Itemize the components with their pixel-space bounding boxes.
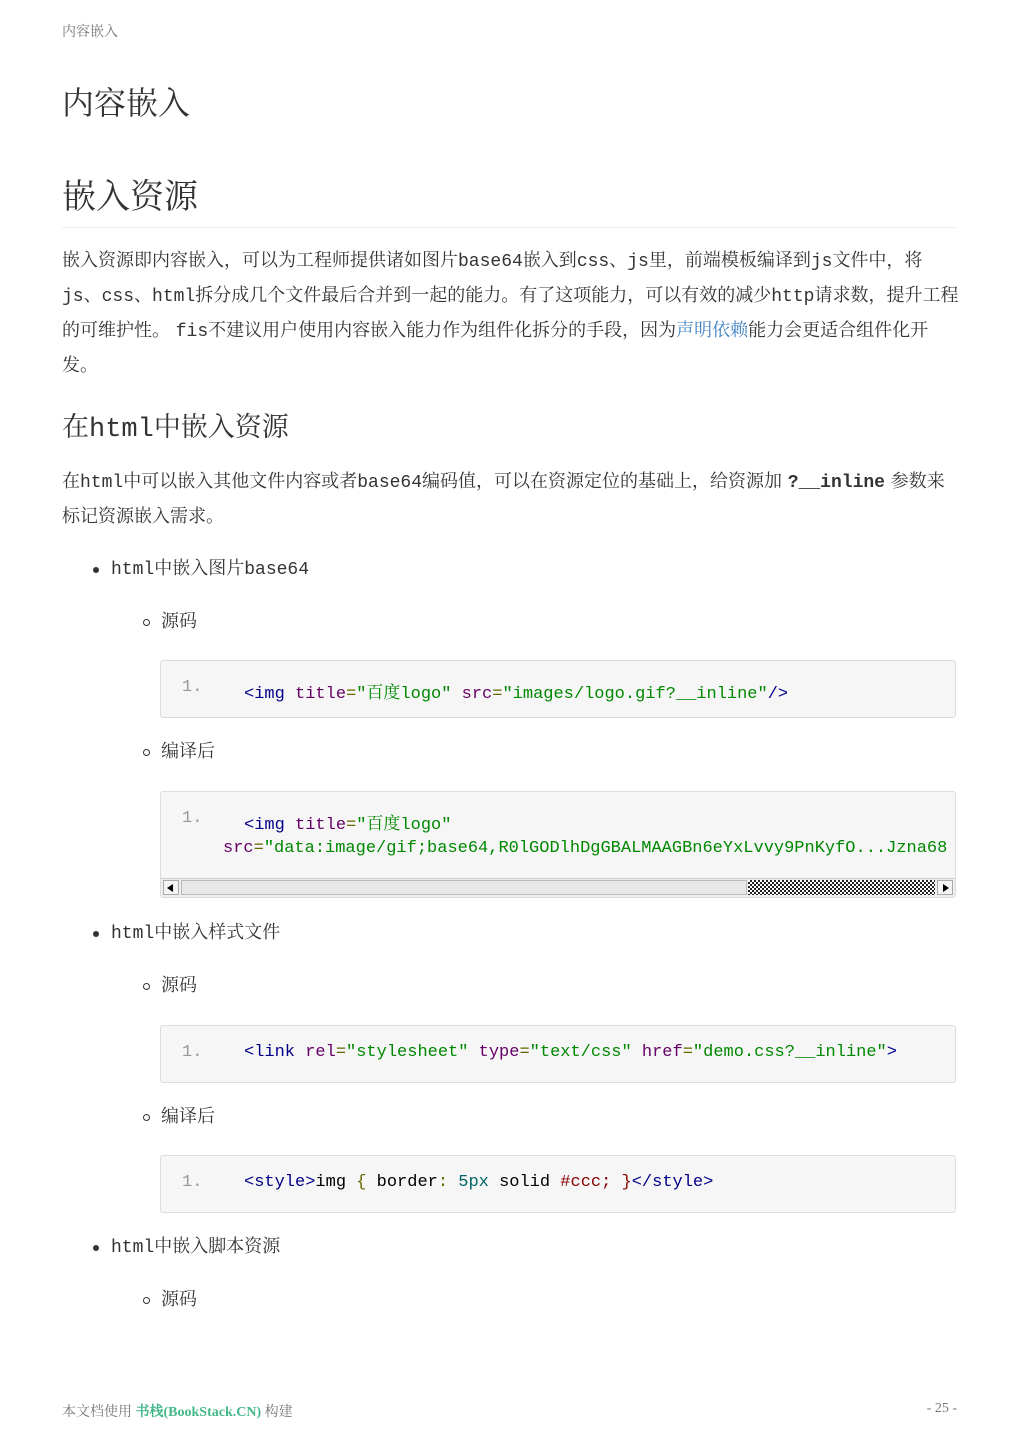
item-text: 中嵌入图片: [154, 558, 245, 579]
code-token: "demo.css?__inline": [692, 1043, 887, 1062]
intro-text: 请求数，提升工程的可维护性。: [62, 285, 959, 341]
section-divider: [62, 227, 956, 228]
sub-item-label: 编译后: [161, 1106, 215, 1127]
code-token: =: [346, 685, 357, 704]
code-token: {: [356, 1173, 367, 1192]
footer-text: 本文档使用: [62, 1405, 136, 1420]
code-token: =: [346, 816, 357, 835]
circle-bullet-icon: [143, 619, 150, 626]
item-text: 中嵌入脚本资源: [154, 1236, 281, 1257]
scroll-left-button[interactable]: [163, 880, 179, 895]
code-token: "百度logo": [356, 685, 452, 704]
scroll-right-button[interactable]: [937, 880, 953, 895]
scrollbar-track[interactable]: [748, 880, 935, 895]
code-token: >: [886, 1043, 897, 1062]
code-block: [160, 1025, 956, 1083]
list-item-image-base64: [111, 557, 309, 582]
code-line: [244, 678, 788, 704]
code-token: <link: [244, 1043, 296, 1062]
code-token: img: [315, 1173, 357, 1192]
sub-item-compiled: [161, 1105, 215, 1129]
intro-code: js: [627, 252, 649, 272]
circle-bullet-icon: [143, 1297, 150, 1304]
arrow-left-icon: [167, 884, 173, 892]
sub-item-label: 编译后: [161, 741, 215, 762]
code-token: :: [437, 1173, 449, 1192]
intro-code: base64: [458, 252, 523, 272]
code-token: <img: [244, 816, 285, 835]
desc-code: base64: [357, 473, 423, 493]
page-title: 内容嵌入: [62, 84, 191, 122]
item-text: 中嵌入样式文件: [154, 922, 281, 943]
code-token: title: [284, 685, 347, 704]
intro-code: css: [101, 287, 135, 307]
code-token: =: [335, 1043, 347, 1062]
code-token: src: [451, 685, 493, 704]
desc-code: html: [80, 473, 124, 493]
sub-item-label: 源码: [161, 611, 197, 632]
code-block-scrollable[interactable]: [160, 791, 956, 898]
intro-text: 嵌入资源即内容嵌入，可以为工程师提供诸如图片: [62, 250, 458, 271]
code-token: href: [631, 1043, 683, 1062]
bullet-icon: [93, 567, 99, 573]
code-token: "data:image/gif;base64,R0lGODlhDgGBALMAAGBn6eYxLvvy9PnKyfO...Jzna68: [263, 839, 948, 858]
footer-credit: [62, 1401, 293, 1421]
code-token: </style>: [631, 1173, 714, 1192]
item-code: html: [111, 560, 155, 580]
desc-text: 中可以嵌入其他文件内容或者: [123, 471, 358, 492]
bullet-icon: [93, 931, 99, 937]
code-token: "百度logo": [356, 816, 452, 835]
code-token: =: [492, 685, 503, 704]
intro-code: fis: [175, 322, 209, 342]
heading-code: html: [89, 415, 154, 445]
code-line: [244, 809, 451, 835]
inline-param: ?__inline: [787, 473, 885, 493]
intro-text: 拆分成几个文件最后合并到一起的能力。有了这项能力，可以有效的减少: [195, 285, 772, 306]
circle-bullet-icon: [143, 749, 150, 756]
subsection-heading: [62, 405, 289, 445]
code-token: "stylesheet": [346, 1043, 469, 1062]
sub-item-source: [161, 610, 197, 634]
list-item-stylesheet: [111, 921, 280, 946]
code-token: src: [223, 839, 254, 858]
item-code: html: [111, 1238, 155, 1258]
code-token: "images/logo.gif?__inline": [502, 685, 768, 704]
sub-item-label: 源码: [161, 975, 197, 996]
circle-bullet-icon: [143, 1114, 150, 1121]
desc-text: 参数来标记资源嵌入需求。: [62, 471, 945, 527]
bookstack-link[interactable]: 书栈(BookStack.CN): [135, 1405, 262, 1420]
code-token: />: [767, 685, 789, 704]
code-line: [223, 839, 947, 858]
code-token: #ccc;: [560, 1173, 612, 1192]
code-token: 5px: [448, 1173, 489, 1192]
intro-text: 、: [83, 285, 102, 306]
heading-text: 中嵌入资源: [153, 412, 289, 443]
intro-text: 能力会更适合组件化开发。: [62, 320, 929, 376]
heading-text: 在: [62, 412, 89, 443]
declare-dependency-link[interactable]: 声明依赖: [676, 320, 749, 341]
desc-text: 在: [62, 471, 80, 492]
running-header: 内容嵌入: [62, 24, 118, 40]
section-heading: 嵌入资源: [62, 177, 198, 217]
code-token: <img: [244, 685, 285, 704]
intro-code: html: [152, 287, 196, 307]
code-token: border: [366, 1173, 438, 1192]
code-block: [160, 660, 956, 718]
bullet-icon: [93, 1245, 99, 1251]
intro-text: 不建议用户使用内容嵌入能力作为组件化拆分的手段，因为: [208, 320, 677, 341]
subsection-paragraph: [62, 465, 960, 533]
line-number: 1.: [182, 678, 203, 697]
code-line: [244, 1173, 713, 1192]
code-token: =: [519, 1043, 530, 1062]
line-number: 1.: [182, 809, 203, 828]
intro-code: http: [771, 287, 815, 307]
intro-code: js: [810, 252, 833, 272]
code-token: type: [468, 1043, 520, 1062]
intro-text: 、: [609, 250, 628, 271]
desc-text: 编码值，可以在资源定位的基础上，给资源加: [422, 471, 788, 492]
line-number: 1.: [182, 1173, 203, 1192]
sub-item-label: 源码: [161, 1289, 197, 1310]
code-token: }: [611, 1173, 632, 1192]
code-block: [160, 1155, 956, 1213]
circle-bullet-icon: [143, 983, 150, 990]
horizontal-scrollbar[interactable]: [161, 878, 955, 897]
item-code: html: [111, 924, 155, 944]
scrollbar-thumb[interactable]: [181, 880, 747, 895]
intro-paragraph: [62, 244, 960, 382]
intro-text: 嵌入到: [522, 250, 577, 271]
line-number: 1.: [182, 1043, 203, 1062]
arrow-right-icon: [943, 884, 949, 892]
list-item-script: [111, 1235, 280, 1260]
footer-text: 构建: [261, 1405, 293, 1420]
code-token: "text/css": [529, 1043, 632, 1062]
code-token: <style>: [244, 1173, 316, 1192]
intro-text: 里，前端模板编译到: [648, 250, 811, 271]
intro-code: css: [576, 252, 610, 272]
code-token: rel: [295, 1043, 336, 1062]
code-line: [244, 1043, 897, 1062]
code-token: =: [253, 839, 264, 858]
intro-text: 、: [134, 285, 153, 306]
code-token: solid: [488, 1173, 561, 1192]
sub-item-compiled: [161, 740, 215, 764]
intro-text: 文件中，将: [832, 250, 923, 271]
code-token: title: [284, 816, 347, 835]
page-number: - 25 -: [926, 1401, 957, 1416]
sub-item-source: [161, 1288, 197, 1312]
code-token: =: [682, 1043, 693, 1062]
intro-code: js: [62, 287, 84, 307]
item-code: base64: [244, 560, 310, 580]
sub-item-source: [161, 974, 197, 998]
